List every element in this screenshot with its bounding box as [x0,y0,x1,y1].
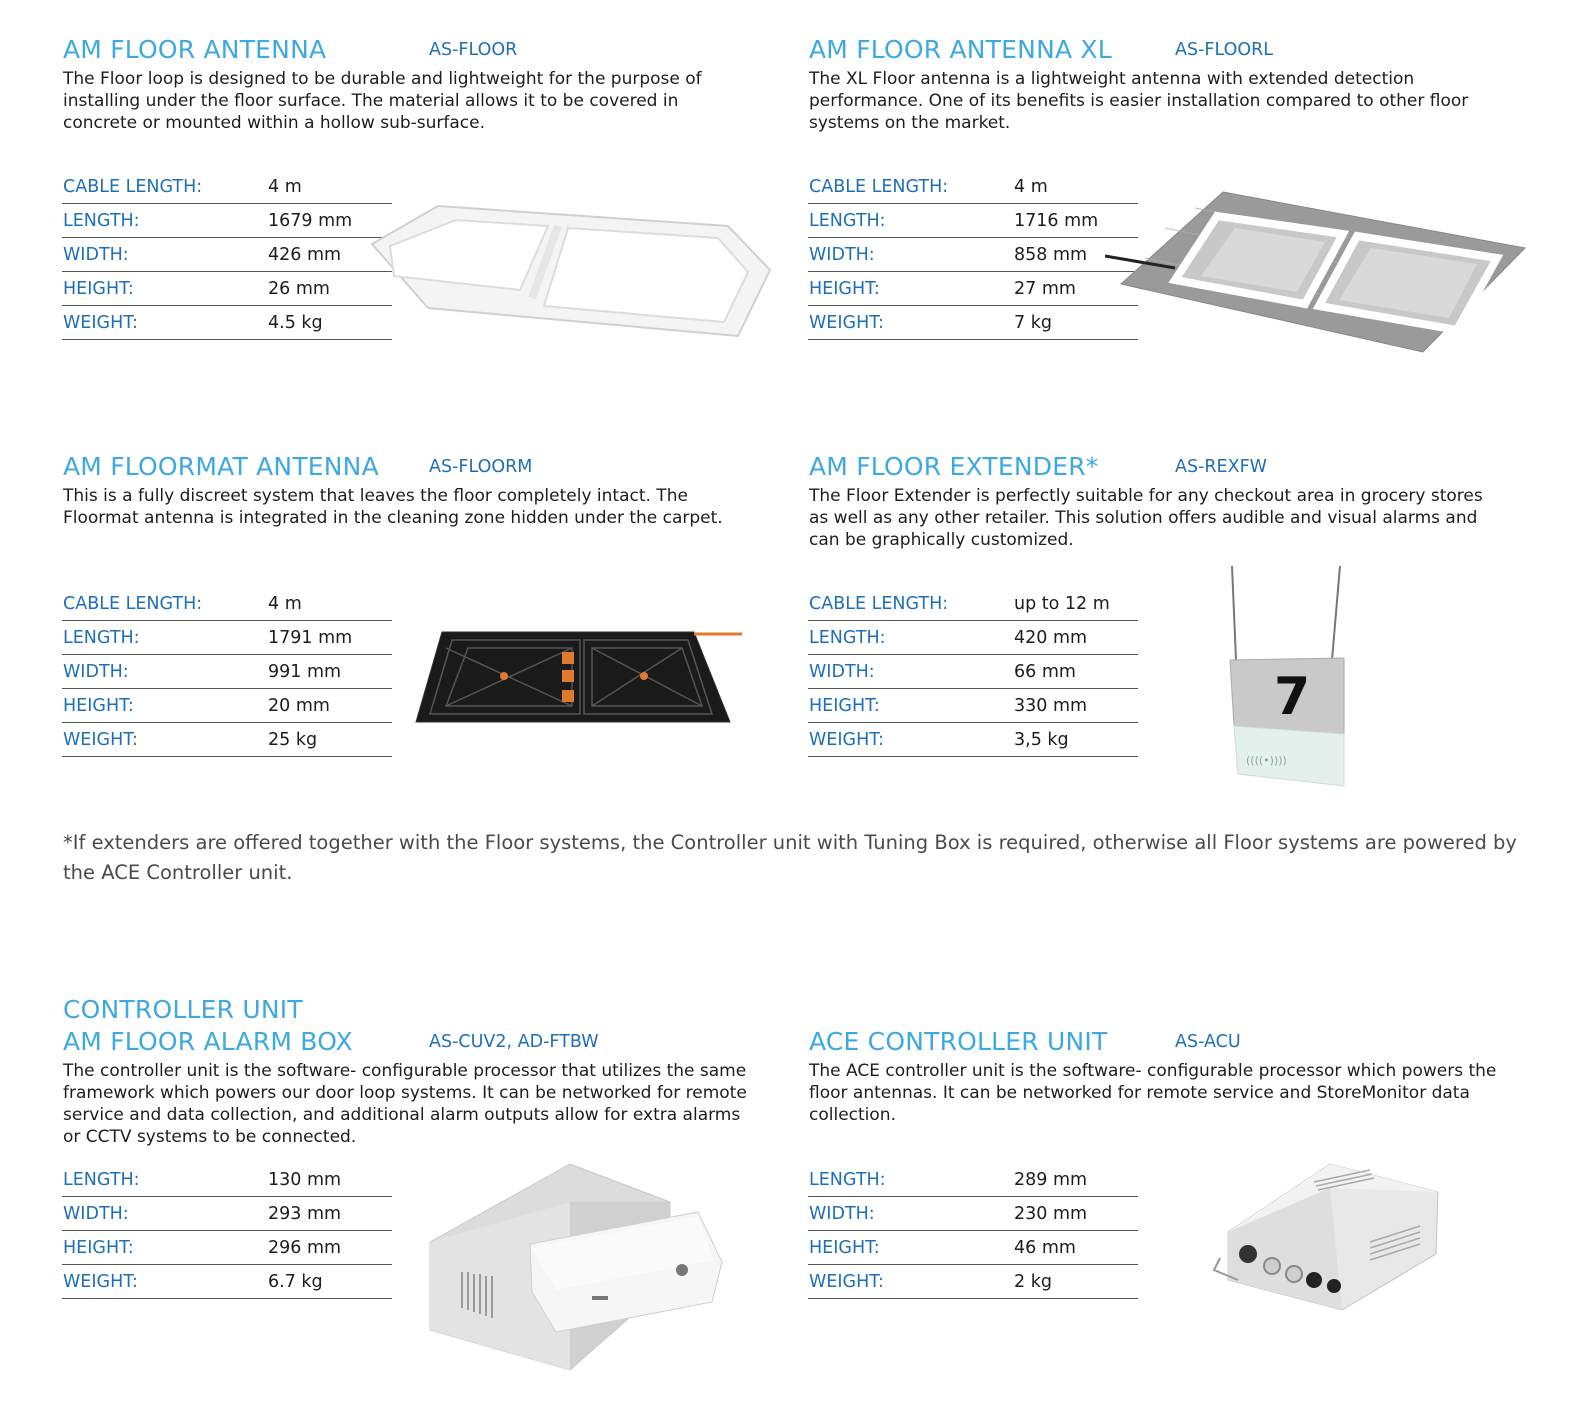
spec-row [808,1197,1138,1231]
spec-row [808,238,1138,272]
controller-unit-image [428,1162,728,1374]
spec-row [808,621,1138,655]
product-title: AM FLOOR EXTENDER* [809,452,1099,481]
product-code: AS-FLOORL [1175,40,1274,60]
spec-label: WIDTH: [63,662,129,682]
spec-label: WIDTH: [809,245,875,265]
spec-value: 1716 mm [1014,211,1099,231]
spec-label: HEIGHT: [809,279,880,299]
product-am-floor-antenna-xl [809,34,1509,134]
spec-value: 4 m [268,177,302,197]
spec-label: LENGTH: [809,211,886,231]
spec-row [808,170,1138,204]
spec-label: WIDTH: [809,662,875,682]
spec-value: 4 m [1014,177,1048,197]
spec-table [62,1163,392,1299]
product-am-floor-antenna [63,34,763,134]
spec-label: HEIGHT: [809,1238,880,1258]
spec-label: CABLE LENGTH: [809,594,949,614]
spec-label: WEIGHT: [63,1272,138,1292]
spec-table [808,1163,1138,1299]
title-row [63,451,763,483]
spec-value: 27 mm [1014,279,1076,299]
spec-label: LENGTH: [63,1170,140,1190]
spec-label: WEIGHT: [809,313,884,333]
spec-value: 46 mm [1014,1238,1076,1258]
spec-row [808,1163,1138,1197]
spec-value: 1791 mm [268,628,353,648]
spec-value: 1679 mm [268,211,353,231]
spec-row [808,689,1138,723]
spec-row [808,1231,1138,1265]
spec-label: LENGTH: [809,1170,886,1190]
spec-value: 66 mm [1014,662,1076,682]
product-description: The Floor Extender is perfectly suitable for any checkout area in grocery stores as well as any other retailer. This solution offers audible and visual alarms and can be graphically customized. [809,486,1483,550]
product-code: AS-REXFW [1175,457,1267,477]
spec-value: 330 mm [1014,696,1088,716]
title-row [63,34,763,66]
spec-label: WIDTH: [63,1204,129,1224]
spec-value: 3,5 kg [1014,730,1069,750]
product-controller-unit [63,994,763,1148]
spec-value: 426 mm [268,245,342,265]
spec-label: LENGTH: [63,211,140,231]
product-am-floor-extender [809,451,1509,551]
spec-row [62,272,392,306]
sign-number: 7 [1274,667,1311,727]
product-code: AS-FLOOR [429,40,518,60]
spec-label: WEIGHT: [63,730,138,750]
spec-value: 296 mm [268,1238,342,1258]
spec-value: 420 mm [1014,628,1088,648]
spec-value: 991 mm [268,662,342,682]
spec-table [62,587,392,757]
ace-controller-image [1210,1162,1450,1312]
sign-signal-text: ((((•)))) [1246,754,1287,767]
spec-value: 25 kg [268,730,318,750]
spec-value: 26 mm [268,279,330,299]
spec-table [62,170,392,340]
floor-loop-frame-image [368,198,778,348]
product-title: AM FLOOR ANTENNA [63,35,327,64]
spec-row [62,655,392,689]
spec-value: 2 kg [1014,1272,1052,1292]
floor-extender-sign-image [1222,564,1352,788]
spec-table [808,587,1138,757]
spec-row [808,204,1138,238]
title-row [809,34,1509,66]
product-code: AS-FLOORM [429,457,533,477]
spec-value: 230 mm [1014,1204,1088,1224]
spec-label: WEIGHT: [809,730,884,750]
product-ace-controller-unit [809,1026,1509,1126]
spec-label: HEIGHT: [809,696,880,716]
product-title: ACE CONTROLLER UNIT [809,1027,1108,1056]
spec-label: HEIGHT: [63,279,134,299]
product-description: This is a fully discreet system that leaves the floor completely intact. The Floormat antenna is integrated in the cleaning zone hidden under the carpet. [63,486,723,528]
product-title: AM FLOOR ALARM BOX [63,1027,353,1056]
spec-value: 130 mm [268,1170,342,1190]
spec-row [808,723,1138,757]
spec-row [808,306,1138,340]
product-title: AM FLOORMAT ANTENNA [63,452,379,481]
product-description: The XL Floor antenna is a lightweight antenna with extended detection performance. One of its benefits is easier installation compared to other floor systems on the market. [809,69,1469,133]
product-title-line1: CONTROLLER UNIT [63,995,303,1024]
spec-row [62,306,392,340]
spec-value: 293 mm [268,1204,342,1224]
spec-value: 4 m [268,594,302,614]
product-description: The Floor loop is designed to be durable and lightweight for the purpose of installing under the floor surface. The material allows it to be covered in concrete or mounted within a hollow sub-surface. [63,69,702,133]
spec-row [62,723,392,757]
spec-row [62,1163,392,1197]
spec-value: 858 mm [1014,245,1088,265]
footnote: *If extenders are offered together with the Floor systems, the Controller unit with Tuning Box is required, otherwise all Floor systems are powered by the ACE Controller unit. [63,831,1517,884]
spec-row [62,1231,392,1265]
spec-row [62,587,392,621]
spec-row [808,272,1138,306]
spec-label: LENGTH: [63,628,140,648]
title-row [809,1026,1509,1058]
spec-row [62,689,392,723]
spec-value: 6.7 kg [268,1272,323,1292]
spec-value: 289 mm [1014,1170,1088,1190]
spec-row [62,1197,392,1231]
spec-row [808,1265,1138,1299]
spec-label: HEIGHT: [63,1238,134,1258]
spec-row [62,170,392,204]
spec-value: 20 mm [268,696,330,716]
product-description: The controller unit is the software- configurable processor that utilizes the same framework which powers our door loop systems. It can be networked for remote service and data collection, and additional alarm outputs allow for extra alarms or CCTV systems to be connected. [63,1061,747,1147]
spec-row [62,204,392,238]
spec-label: WEIGHT: [63,313,138,333]
spec-value: up to 12 m [1014,594,1110,614]
spec-table [808,170,1138,340]
product-am-floormat-antenna [63,451,763,529]
title-row [63,1026,763,1058]
spec-row [62,1265,392,1299]
spec-row [808,655,1138,689]
spec-row [808,587,1138,621]
spec-label: CABLE LENGTH: [63,594,203,614]
product-title: AM FLOOR ANTENNA XL [809,35,1112,64]
spec-value: 4.5 kg [268,313,323,333]
spec-label: CABLE LENGTH: [63,177,203,197]
spec-label: WIDTH: [809,1204,875,1224]
spec-label: WEIGHT: [809,1272,884,1292]
product-code: AS-ACU [1175,1032,1241,1052]
spec-label: LENGTH: [809,628,886,648]
product-description: The ACE controller unit is the software- configurable processor which powers the floor antennas. It can be networked for remote service and StoreMonitor data collection. [809,1061,1497,1125]
title-row [809,451,1509,483]
spec-value: 7 kg [1014,313,1052,333]
spec-row [62,621,392,655]
xl-floor-antenna-image [1105,188,1530,358]
spec-label: CABLE LENGTH: [809,177,949,197]
spec-row [62,238,392,272]
spec-label: HEIGHT: [63,696,134,716]
spec-label: WIDTH: [63,245,129,265]
floormat-antenna-image [412,626,747,728]
product-code: AS-CUV2, AD-FTBW [429,1032,599,1052]
